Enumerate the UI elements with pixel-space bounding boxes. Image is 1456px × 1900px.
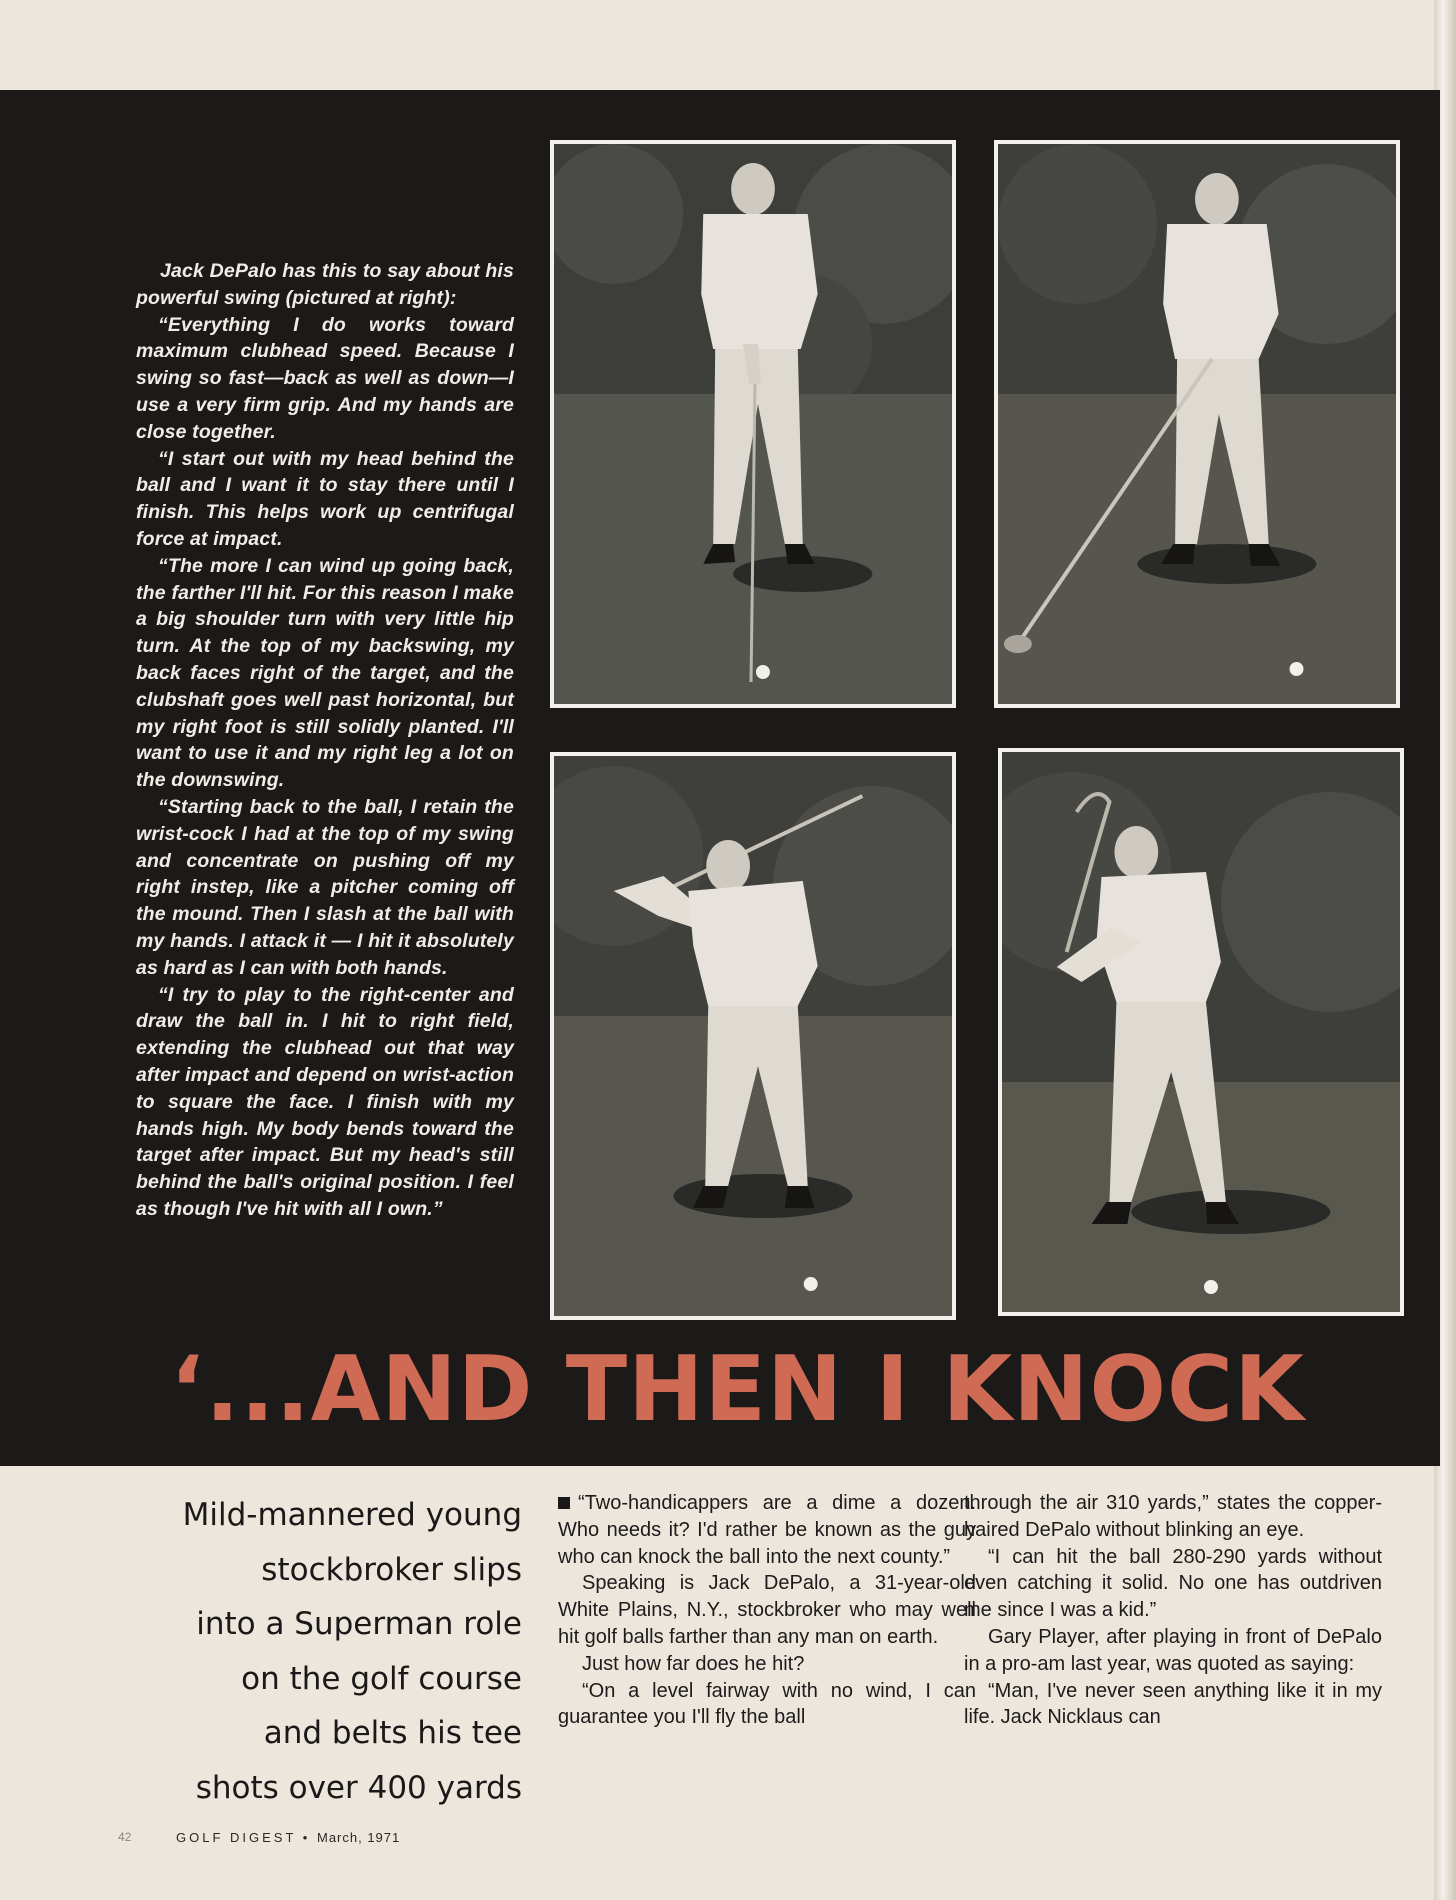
- deck-line: on the golf course: [241, 1660, 522, 1697]
- intro-paragraph: “I start out with my head behind the ball and I want it to stay there until I finish. This helps work up centrifugal force at impact.: [136, 447, 514, 550]
- deck-line: Mild-mannered young: [182, 1497, 522, 1533]
- page-number: 42: [118, 1830, 132, 1844]
- intro-paragraph: Jack DePalo has this to say about his powerful swing (pictured at right):: [136, 260, 514, 309]
- article-paragraph: Speaking is Jack DePalo, a 31-year-old White Plains, N.Y., stockbroker who may well hit golf balls farther than any man on earth.: [558, 1572, 976, 1648]
- issue-date: March, 1971: [316, 1830, 401, 1845]
- footer-separator: •: [302, 1830, 311, 1845]
- intro-paragraph: “Starting back to the ball, I retain the wrist-cock I had at the top of my swing and concentrate on pushing off my right instep, like a pitcher coming off the mound. Then I slash at the ball with my hands. I attack it — I hit it absolutely as hard as I can with both hands.: [136, 795, 514, 979]
- intro-quote-text: [136, 258, 514, 1223]
- article-paragraph: Just how far does he hit?: [582, 1652, 805, 1675]
- article-column-1: [558, 1490, 976, 1731]
- intro-paragraph: “Everything I do works toward maximum clubhead speed. Because I swing so fast—back as well as down—I use a very firm grip. And my hands are close together.: [136, 313, 514, 443]
- article-headline: ‘...AND THEN I KNOCK: [170, 1337, 1305, 1442]
- deck-line: shots over 400 yards: [195, 1769, 522, 1806]
- deck-line: stockbroker slips: [261, 1551, 522, 1588]
- swing-photo-address: [550, 140, 956, 708]
- article-deck: [92, 1488, 522, 1815]
- article-paragraph-text: “Two-handicappers are a dime a dozen. Who needs it? I'd rather be known as the guy who can knock the ball into the next county.”: [558, 1492, 976, 1568]
- article-paragraph: “I can hit the ball 280-290 yards without even catching it solid. No one has outdriven me since I was a kid.”: [964, 1545, 1382, 1622]
- article-paragraph: Gary Player, after playing in front of DePalo in a pro-am last year, was quoted as saying:: [964, 1625, 1382, 1675]
- intro-paragraph: “I try to play to the right-center and draw the ball in. I hit to right field, extending the clubhead out that way after impact and depend on wrist-action to square the face. I finish with my hands high. My body bends toward the target after impact. But my head's still behind the ball's original position. I feel as though I've hit with all I own.”: [136, 983, 514, 1220]
- magazine-name: GOLF DIGEST: [176, 1830, 297, 1845]
- article-paragraph: [558, 1490, 976, 1570]
- intro-paragraph: “The more I can wind up going back, the farther I'll hit. For this reason I make a big shoulder turn with very little hip turn. At the top of my backswing, my back faces right of the target, and the clubshaft goes well past horizontal, but my right foot is still solidly planted. I'll want to use it and my right leg a lot on the downswing.: [136, 554, 514, 792]
- swing-photo-takeaway: [994, 140, 1400, 708]
- deck-line: into a Superman role: [196, 1606, 522, 1642]
- article-column-2: [964, 1490, 1382, 1731]
- article-paragraph: “On a level fairway with no wind, I can guarantee you I'll fly the ball: [558, 1679, 976, 1729]
- swing-photo-downswing: [998, 748, 1404, 1316]
- article-paragraph: through the air 310 yards,” states the copper-haired DePalo without blinking an eye.: [964, 1492, 1382, 1541]
- start-bullet-icon: [558, 1497, 570, 1509]
- deck-line: and belts his tee: [263, 1715, 522, 1751]
- page-footer: [176, 1830, 400, 1845]
- swing-photo-top-of-backswing: [550, 752, 956, 1320]
- article-paragraph: “Man, I've never seen anything like it in my life. Jack Nicklaus can: [964, 1679, 1382, 1729]
